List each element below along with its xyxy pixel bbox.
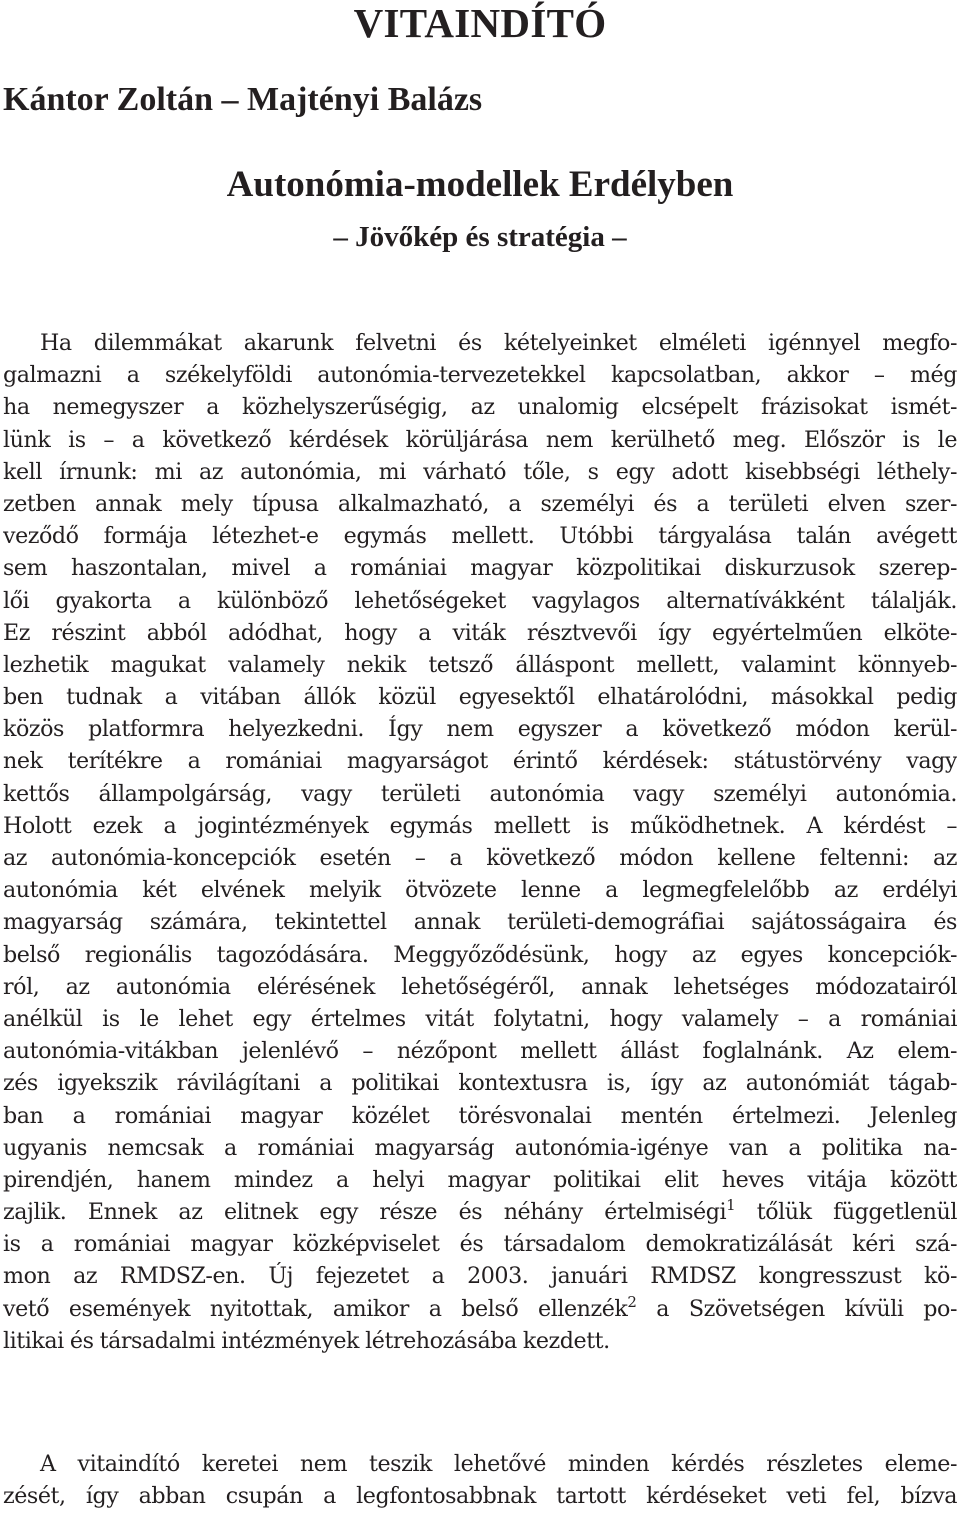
text-fragment: tőlük függetlenül	[735, 1199, 957, 1226]
text-line: zetben annak mely típusa alkalmazható, a személyi és a területi elven szer-	[3, 490, 957, 517]
text-line: autonómia-vitákban jelenlévő – nézőpont mellett állást foglalnánk. Az elem-	[3, 1038, 957, 1065]
text-line: magyarság számára, tekintettel annak területi-demográfiai sajátosságaira és	[3, 909, 957, 936]
text-fragment: a Szövetségen kívüli po-	[636, 1295, 957, 1322]
article-authors: Kántor Zoltán – Majtényi Balázs	[3, 81, 483, 118]
article-title: Autonómia-modellek Erdélyben	[226, 164, 734, 205]
text-line: galmazni a székelyföldi autonómia-tervezetekkel kapcsolatban, akkor – még	[3, 362, 957, 389]
text-line: Ha dilemmákat akarunk felvetni és kételyeinket elméleti igénnyel megfo-	[40, 330, 957, 356]
text-line: sem haszontalan, mivel a romániai magyar közpolitikai diskurzusok szerep-	[3, 555, 957, 582]
text-line-with-footnote	[3, 1196, 957, 1228]
text-line: kell írnunk: mi az autonómia, mi várható tőle, s egy adott kisebbségi léthely-	[3, 458, 957, 485]
text-line-with-footnote	[3, 1293, 957, 1325]
text-line: ha nemegyszer a közhelyszerűségig, az unalomig elcsépelt frázisokat ismét-	[3, 394, 957, 421]
text-fragment: zajlik. Ennek az elitnek egy része és néhány értelmiségi	[3, 1199, 727, 1226]
text-line: A vitaindító keretei nem teszik lehetővé minden kérdés részletes eleme-	[40, 1451, 957, 1477]
text-line: lői gyakorta a különböző lehetőségeket vagylagos alternatívákként tálalják.	[3, 587, 957, 614]
text-line: közös platformra helyezkedni. Így nem egyszer a következő módon kerül-	[3, 716, 957, 743]
text-line: autonómia két elvének melyik ötvözete lenne a legmegfelelőbb az erdélyi	[3, 877, 957, 904]
footnote-marker-2[interactable]: 2	[627, 1292, 637, 1311]
text-line: Holott ezek a jogintézmények egymás mellett is működhetnek. A kérdést –	[3, 812, 957, 839]
text-line: lezhetik magukat valamely nekik tetsző álláspont mellett, valamint könnyeb-	[3, 651, 957, 678]
text-line: ban a romániai magyar közélet törésvonalai mentén értelmezi. Jelenleg	[3, 1102, 957, 1129]
text-line: litikai és társadalmi intézmények létrehozásába kezdett.	[3, 1327, 610, 1354]
text-line: ugyanis nemcsak a romániai magyarság autonómia-igénye van a politika na-	[3, 1134, 957, 1161]
text-line: zés igyekszik rávilágítani a politikai kontextusra is, így az autonómiát tágab-	[3, 1070, 957, 1097]
text-line: mon az RMDSZ-en. Új fejezetet a 2003. januári RMDSZ kongresszust kö-	[3, 1263, 957, 1290]
text-line: az autonómia-koncepciók esetén – a következő módon kellene feltenni: az	[3, 845, 957, 871]
article-subtitle: – Jövőkép és stratégia –	[333, 221, 627, 253]
text-line: zését, így abban csupán a legfontosabbnak tartott kérdéseket veti fel, bízva	[3, 1483, 957, 1510]
text-line: ben tudnak a vitában állók közül egyesektől elhatárolódni, másokkal pedig	[3, 684, 957, 711]
text-line: Ez részint abból adódhat, hogy a viták résztvevői így egyértelműen elköte-	[3, 619, 957, 646]
text-line: kettős állampolgárság, vagy területi autonómia vagy személyi autonómia.	[3, 780, 957, 807]
text-line: lünk is – a következő kérdések körüljárása nem kerülhető meg. Először is le	[3, 426, 957, 453]
text-line: belső regionális tagozódására. Meggyőződésünk, hogy az egyes koncepciók-	[3, 941, 957, 968]
section-label: VITAINDÍTÓ	[353, 0, 607, 46]
text-fragment: vető események nyitottak, amikor a belső ellenzék	[3, 1295, 628, 1322]
text-line: pirendjén, hanem mindez a helyi magyar politikai elit heves vitája között	[3, 1166, 957, 1193]
text-line: anélkül is le lehet egy értelmes vitát folytatni, hogy valamely – a romániai	[3, 1005, 957, 1032]
text-line: veződő formája létezhet-e egymás mellett. Utóbbi tárgyalása talán avégett	[3, 523, 957, 550]
footnote-marker-1[interactable]: 1	[726, 1196, 736, 1215]
paragraph-2	[3, 1448, 957, 1512]
text-line: is a romániai magyar közképviselet és társadalom demokratizálását kéri szá-	[3, 1231, 957, 1258]
paragraph-1	[3, 327, 957, 1357]
text-line: ról, az autonómia elérésének lehetőségéről, annak lehetséges módozatairól	[3, 973, 957, 1000]
text-line: nek terítékre a romániai magyarságot érintő kérdések: státustörvény vagy	[3, 748, 957, 775]
